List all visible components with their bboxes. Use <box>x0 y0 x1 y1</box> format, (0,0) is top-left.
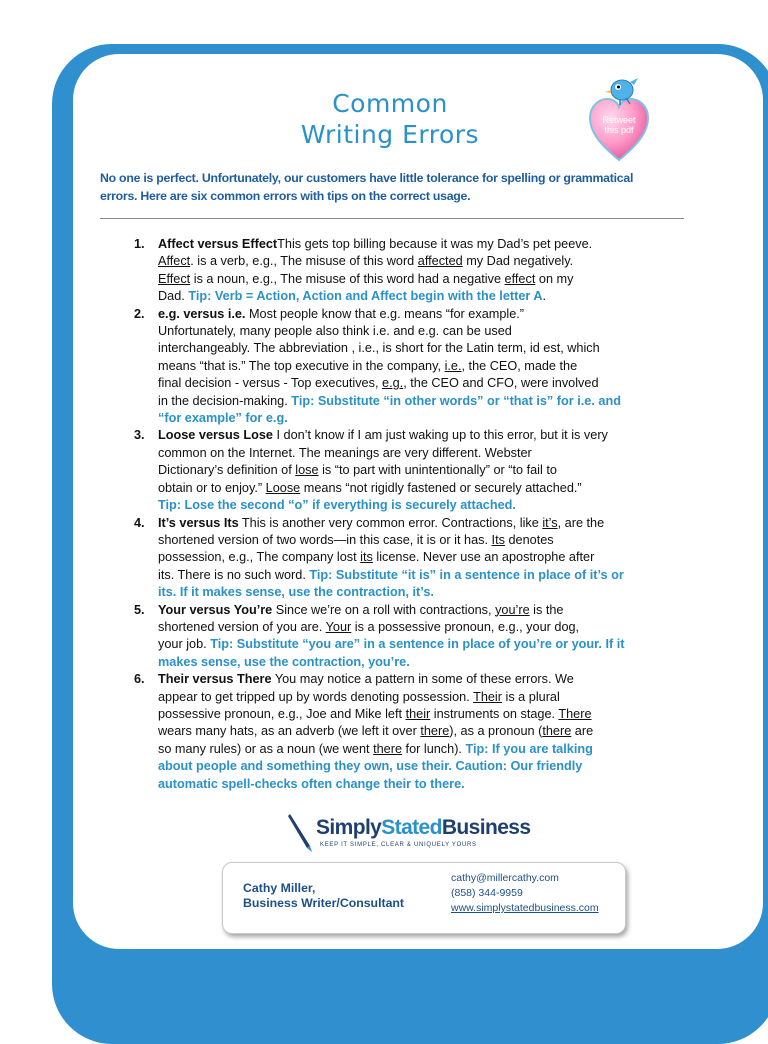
body-text: license. Never use an apostrophe after <box>372 550 595 565</box>
body-text: possessive pronoun, e.g., Joe and Mike left <box>158 706 406 721</box>
body-text: . is a verb, e.g., The misuse of this word <box>190 254 418 269</box>
item-line <box>158 323 682 340</box>
body-text: Unfortunately, many people also think i.e. and e.g. can be used <box>158 324 512 339</box>
item-heading: Loose versus Lose <box>158 428 273 443</box>
item-line <box>158 758 682 775</box>
body-text: wears many hats, as an adverb (we left it over <box>158 724 421 739</box>
tip-text: about people and something they own, use their. Caution: Our friendly <box>158 759 583 774</box>
body-text: Dad. <box>158 289 189 304</box>
underlined-term: i.e., <box>444 358 466 373</box>
body-text: final decision - versus - Top executives, <box>158 376 383 391</box>
underlined-term: Affect <box>158 254 191 269</box>
item-line <box>158 253 682 270</box>
body-text: instruments on stage. <box>430 706 559 721</box>
underlined-term: Your <box>325 619 352 634</box>
body-text: Since we’re on a roll with contractions, <box>272 602 496 617</box>
body-text: This is another very common error. Contractions, like <box>238 515 543 530</box>
item-number: 1. <box>134 237 145 251</box>
underlined-term: Their <box>473 689 502 704</box>
tip-text: Tip: Substitute “it is” in a sentence in place of it’s or <box>309 567 624 582</box>
underlined-term: it’s <box>542 515 558 530</box>
tip-text: automatic spell-checks often change their to there. <box>158 776 465 791</box>
author-role: Business Writer/Consultant <box>243 896 405 910</box>
underlined-term: there <box>373 741 403 756</box>
body-text: You may notice a pattern in some of these errors. We <box>271 672 574 687</box>
underlined-term: there <box>420 724 450 739</box>
tip-text: Tip: If you are talking <box>465 741 593 756</box>
item-line <box>158 723 682 740</box>
email-link[interactable]: cathy@millercathy.com <box>451 872 559 884</box>
body-text: , the CEO and CFO, were involved <box>403 376 599 391</box>
intro-line-1: No one is perfect. Unfortunately, our customers have little tolerance for spelling or grammatical <box>100 171 634 185</box>
item-line <box>158 271 682 288</box>
phone-number: (858) 344-9959 <box>451 887 523 899</box>
item-heading: It’s versus Its <box>158 515 239 530</box>
body-text: is a plural <box>501 689 560 704</box>
underlined-term: there <box>542 724 572 739</box>
item-heading: e.g. versus i.e. <box>158 306 246 321</box>
underlined-term: lose <box>295 463 319 478</box>
tip-text: Tip: Substitute “you are” in a sentence in place of you’re or your. If it <box>210 637 625 652</box>
body-text: in the decision-making. <box>158 393 292 408</box>
body-text: are <box>571 724 594 739</box>
item-line <box>158 654 682 671</box>
item-line <box>158 445 682 462</box>
item-line <box>158 480 682 497</box>
item-line <box>158 619 682 636</box>
item-heading: Their versus There <box>158 672 272 687</box>
bird-icon <box>611 80 633 100</box>
author-block <box>243 881 404 911</box>
logo-tagline: KEEP IT SIMPLE, CLEAR & UNIQUELY YOURS <box>320 842 477 848</box>
item-line <box>158 741 682 758</box>
body-text: common on the Internet. The meanings are very different. Webster <box>158 445 532 460</box>
body-text: appear to get tripped up by words denoting possession. <box>158 689 474 704</box>
body-text: so many rules) or as a noun (we went <box>158 741 374 756</box>
tip-text: its. If it makes sense, use the contraction, it’s. <box>158 585 434 600</box>
item-line <box>158 532 682 549</box>
tip-text: makes sense, use the contraction, you’re. <box>158 654 410 669</box>
company-logo <box>286 814 531 856</box>
title-line-1: Common <box>332 89 448 118</box>
item-line <box>158 567 682 584</box>
list-item <box>134 671 682 793</box>
item-number: 6. <box>134 672 145 687</box>
body-text: on my <box>535 271 574 286</box>
item-line <box>158 776 682 793</box>
item-heading: Affect versus Effect <box>158 237 278 251</box>
list-item <box>134 515 682 602</box>
item-line <box>158 497 682 514</box>
item-line <box>158 515 682 532</box>
item-line <box>158 584 682 601</box>
item-line <box>158 375 682 392</box>
item-line <box>158 306 682 323</box>
body-text: Most people know that e.g. means “for example.” <box>245 306 525 321</box>
list-item <box>134 236 682 306</box>
item-line <box>158 340 682 357</box>
pen-icon <box>286 810 316 854</box>
item-line <box>158 358 682 375</box>
badge-line-1: Retweet <box>602 115 636 125</box>
author-name: Cathy Miller, <box>243 881 316 895</box>
tip-text: “for example” for e.g. <box>158 411 288 426</box>
title-line-2: Writing Errors <box>300 120 480 149</box>
contact-details <box>451 871 599 916</box>
underlined-term: Its <box>491 532 505 547</box>
body-text: the CEO, made the <box>465 358 578 373</box>
body-text: shortened version of two words—in this case, it is or it has. <box>158 532 492 547</box>
item-heading: Your versus You’re <box>158 602 273 617</box>
list-item <box>134 427 682 514</box>
item-line <box>158 462 682 479</box>
underlined-term: their <box>405 706 431 721</box>
body-text: means “not rigidly fastened or securely attached.” <box>300 480 582 495</box>
intro-paragraph <box>100 169 690 205</box>
item-line <box>158 410 682 427</box>
logo-wordmark: SimplyStatedBusiness <box>316 816 531 839</box>
body-text: shortened version of you are. <box>158 619 326 634</box>
intro-line-2: errors. Here are six common errors with tips on the correct usage. <box>100 189 471 203</box>
body-text: for lunch). <box>402 741 466 756</box>
list-item <box>134 306 682 428</box>
underlined-term: you’re <box>495 602 530 617</box>
tip-text: Tip: Verb = Action, Action and Affect begin with the letter A <box>188 289 543 304</box>
item-number: 2. <box>134 306 145 321</box>
body-text: interchangeably. The abbreviation , i.e., is short for the Latin term, id est, which <box>158 341 600 356</box>
underlined-term: There <box>558 706 592 721</box>
underlined-term: its <box>360 550 373 565</box>
tip-text: Tip: Lose the second “o” if everything is securely attached. <box>158 498 516 513</box>
item-line <box>158 671 682 688</box>
item-number: 4. <box>134 515 145 530</box>
underlined-term: affected <box>417 254 463 269</box>
body-text: my Dad negatively. <box>462 254 574 269</box>
contact-card <box>222 862 626 934</box>
item-line <box>158 427 682 444</box>
underlined-term: effect <box>504 271 536 286</box>
item-number: 5. <box>134 602 145 617</box>
body-text: is “to part with unintentionally” or “to fail to <box>318 463 557 478</box>
item-line <box>158 549 682 566</box>
body-text: is the <box>529 602 564 617</box>
retweet-bird-badge[interactable] <box>588 76 650 162</box>
badge-line-2: this pdf <box>604 125 634 135</box>
item-line <box>158 602 682 619</box>
item-line <box>158 689 682 706</box>
underlined-term: Effect <box>158 271 191 286</box>
body-text: . <box>542 289 547 304</box>
page-title <box>250 88 530 150</box>
body-text: , are the <box>557 515 605 530</box>
tip-text: Tip: Substitute “in other words” or “that is” for i.e. and <box>291 393 621 408</box>
body-text: I don’t know if I am just waking up to this error, but it is very <box>272 428 608 443</box>
body-text: Dictionary’s definition of <box>158 463 296 478</box>
item-line <box>158 236 682 253</box>
item-line <box>158 288 682 305</box>
body-text: possession, e.g., The company lost <box>158 550 361 565</box>
body-text: its. There is no such word. <box>158 567 310 582</box>
body-text: denotes <box>504 532 554 547</box>
errors-list <box>134 236 682 793</box>
item-line <box>158 393 682 410</box>
item-number: 3. <box>134 428 145 443</box>
item-line <box>158 706 682 723</box>
body-text: your job. <box>158 637 211 652</box>
body-text: is a noun, e.g., The misuse of this word had a negative <box>190 271 505 286</box>
item-line <box>158 636 682 653</box>
divider <box>100 218 684 219</box>
underlined-term: Loose <box>265 480 301 495</box>
body-text: is a possessive pronoun, e.g., your dog, <box>351 619 580 634</box>
list-item <box>134 602 682 672</box>
body-text: This gets top billing because it was my Dad’s pet peeve. <box>277 237 593 251</box>
body-text: obtain or to enjoy.” <box>158 480 266 495</box>
website-link[interactable]: www.simplystatedbusiness.com <box>451 902 599 914</box>
underlined-term: e.g. <box>382 376 404 391</box>
body-text: ), as a pronoun ( <box>449 724 543 739</box>
body-text: means “that is.” The top executive in the company, <box>158 358 445 373</box>
